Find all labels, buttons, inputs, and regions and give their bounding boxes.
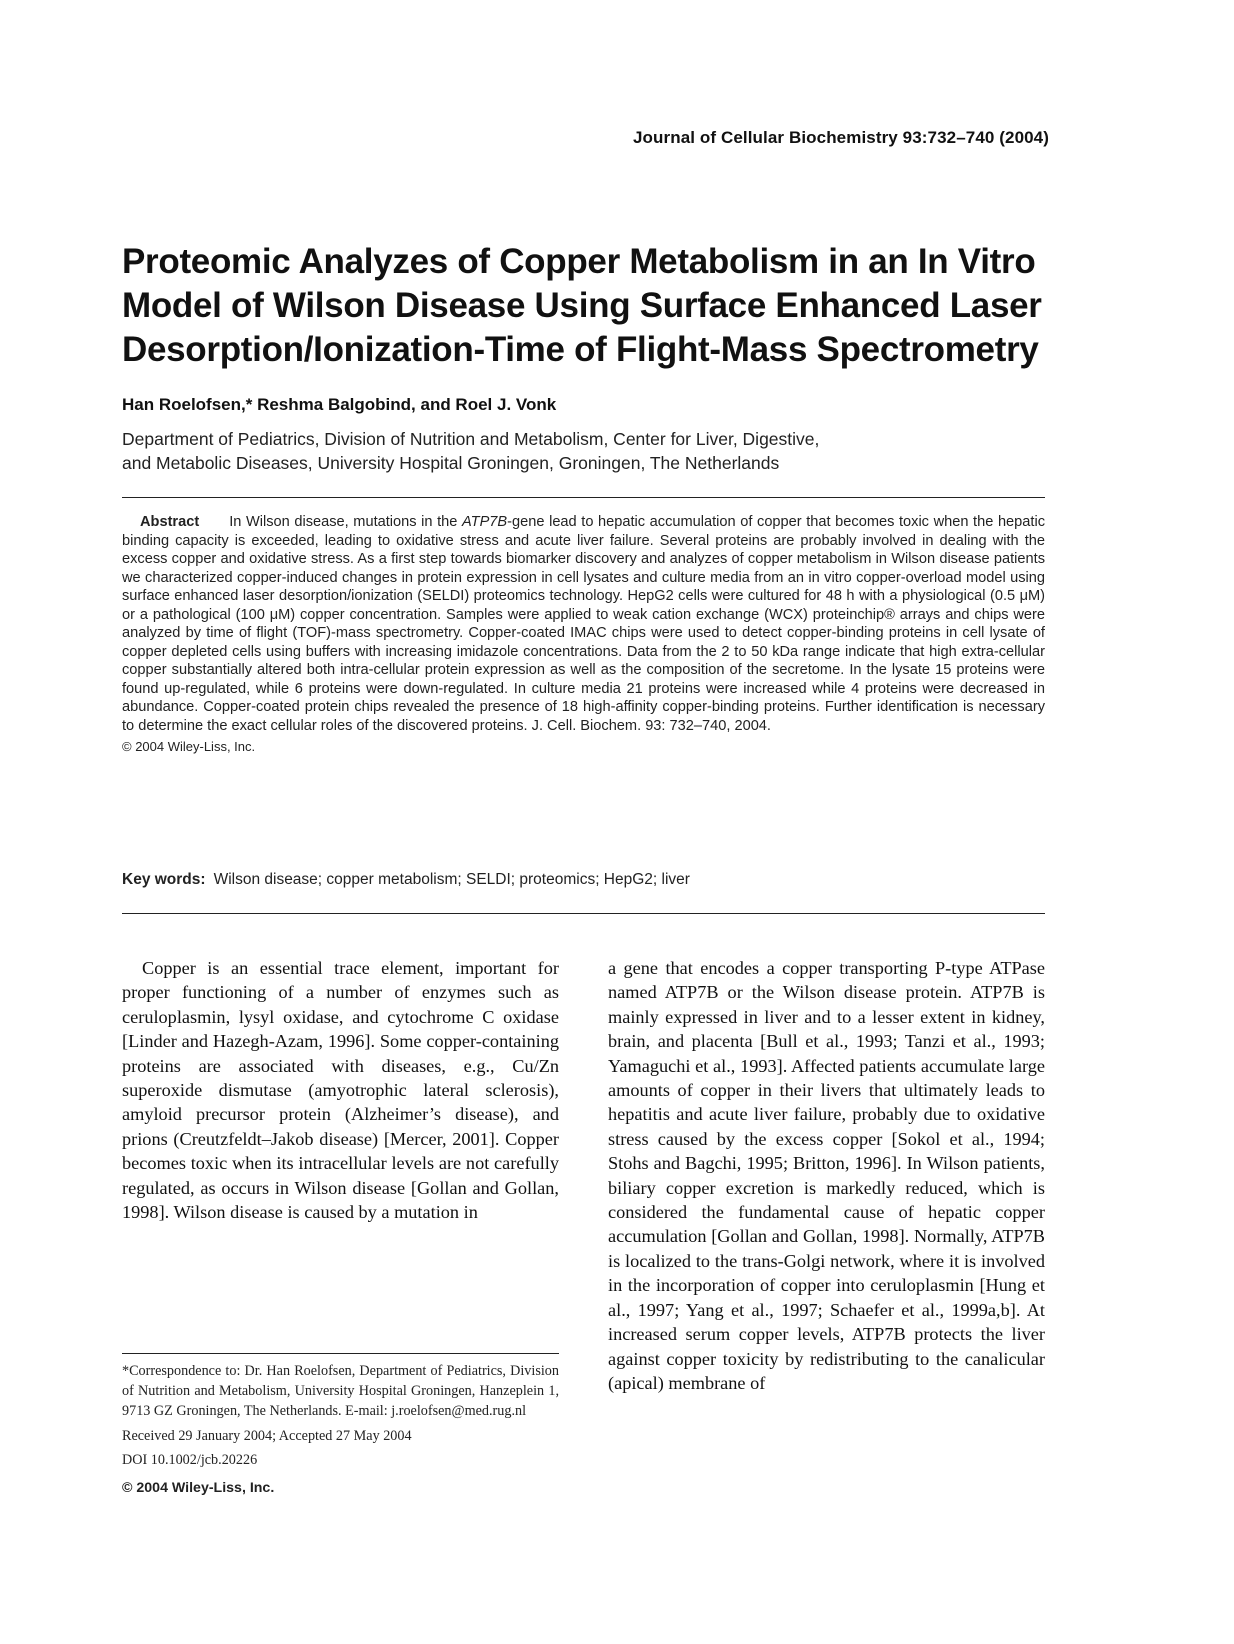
journal-citation: Journal of Cellular Biochemistry 93:732–740 (2004): [632, 128, 1049, 147]
footnote-doi: DOI 10.1002/jcb.20226: [122, 1452, 258, 1469]
footnote-copyright: © 2004 Wiley-Liss, Inc.: [122, 1479, 275, 1496]
abstract-body: [122, 513, 1045, 735]
affiliation-line-1: Department of Pediatrics, Division of Nutrition and Metabolism, Center for Liver, Digestive,: [122, 429, 820, 449]
footnote-divider: [122, 1353, 559, 1354]
divider-top: [122, 497, 1045, 498]
keywords-heading: Key words:: [122, 871, 206, 888]
abstract-copyright: © 2004 Wiley-Liss, Inc.: [122, 739, 256, 754]
footnote-received: Received 29 January 2004; Accepted 27 May 2004: [122, 1428, 412, 1445]
title-line-3: Desorption/Ionization-Time of Flight-Mass Spectrometry: [122, 330, 1039, 369]
abstract-text-part-1: In Wilson disease, mutations in the: [229, 514, 462, 530]
article-title: [122, 240, 1122, 372]
footnote-correspondence: *Correspondence to: Dr. Han Roelofsen, Department of Pediatrics, Division of Nutrition and Metabolism, University Hospital Groningen, Hanzeplein 1, 9713 GZ Groningen, The Netherlands. E-mail: j.roelofsen@med.rug.nl: [122, 1363, 559, 1419]
abstract-heading: Abstract: [140, 514, 200, 530]
title-line-2: Model of Wilson Disease Using Surface Enhanced Laser: [122, 286, 1042, 325]
keywords: [122, 871, 690, 889]
affiliation-line-2: and Metabolic Diseases, University Hospital Groningen, Groningen, The Netherlands: [122, 453, 780, 473]
divider-bottom: [122, 913, 1045, 914]
abstract: [122, 513, 1045, 757]
abstract-text-part-2: -gene lead to hepatic accumulation of copper that becomes toxic when the hepatic binding capacity is exceeded, leading to oxidative stress and acute liver failure. Several proteins are probably involved in dealing with the excess copper and oxidative stress. As a first step towards biomarker discovery and analyzes of copper metabolism in Wilson disease patients we characterized copper-induced changes in protein expression in cell lysates and culture media from an in vitro copper-overload model using surface enhanced laser desorption/ionization (SELDI) proteomics technology. HepG2 cells were cultured for 48 h with a physiological (0.5 μM) or a pathological (100 μM) copper concentration. Samples were applied to weak cation exchange (WCX) proteinchip® arrays and chips were analyzed by time of flight (TOF)-mass spectrometry. Copper-coated IMAC chips were used to detect copper-binding proteins in cell lysate of copper depleted cells using buffers with increasing imidazole concentrations. Data from the 2 to 50 kDa range indicate that high extra-cellular copper substantially altered both intra-cellular protein expression as well as the composition of the secretome. In the lysate 15 proteins were found up-regulated, while 6 proteins were down-regulated. In culture media 21 proteins were increased while 4 proteins were decreased in abundance. Copper-coated protein chips revealed the presence of 18 high-affinity copper-binding proteins. Further identification is necessary to determine the exact cellular roles of the discovered proteins. J. Cell. Biochem. 93: 732–740, 2004.: [122, 514, 1045, 734]
author-list: Han Roelofsen,* Reshma Balgobind, and Roel J. Vonk: [122, 395, 557, 414]
affiliation: [122, 427, 819, 475]
footnote: [122, 1362, 559, 1499]
body-column-right: [608, 956, 1045, 1395]
title-line-1: Proteomic Analyzes of Copper Metabolism in an In Vitro: [122, 242, 1036, 281]
body-paragraph-right: a gene that encodes a copper transporting P-type ATPase named ATP7B or the Wilson disease protein. ATP7B is mainly expressed in liver and to a lesser extent in kidney, brain, and placenta [Bull et al., 1993; Tanzi et al., 1993; Yamaguchi et al., 1993]. Affected patients accumulate large amounts of copper in their livers that ultimately leads to hepatitis and acute liver failure, probably due to oxidative stress caused by the excess copper [Sokol et al., 1994; Stohs and Bagchi, 1995; Britton, 1996]. In Wilson patients, biliary copper excretion is markedly reduced, which is considered the fundamental cause of hepatic copper accumulation [Gollan and Gollan, 1998]. Normally, ATP7B is localized to the trans-Golgi network, where it is involved in the incorporation of copper into ceruloplasmin [Hung et al., 1997; Yang et al., 1997; Schaefer et al., 1999a,b]. At increased serum copper levels, ATP7B protects the liver against copper toxicity by redistributing to the canalicular (apical) membrane of: [608, 958, 1045, 1393]
body-column-left: [122, 956, 559, 1224]
keywords-text: Wilson disease; copper metabolism; SELDI; proteomics; HepG2; liver: [213, 871, 690, 888]
body-paragraph-left: Copper is an essential trace element, important for proper functioning of a number of enzymes such as ceruloplasmin, lysyl oxidase, and cytochrome C oxidase [Linder and Hazegh-Azam, 1996]. Some copper-containing proteins are associated with diseases, e.g., Cu/Zn superoxide dismutase (amyotrophic lateral sclerosis), amyloid precursor protein (Alzheimer’s disease), and prions (Creutzfeldt–Jakob disease) [Mercer, 2001]. Copper becomes toxic when its intracellular levels are not carefully regulated, as occurs in Wilson disease [Gollan and Gollan, 1998]. Wilson disease is caused by a mutation in: [122, 958, 559, 1223]
abstract-gene-name: ATP7B: [462, 514, 508, 530]
